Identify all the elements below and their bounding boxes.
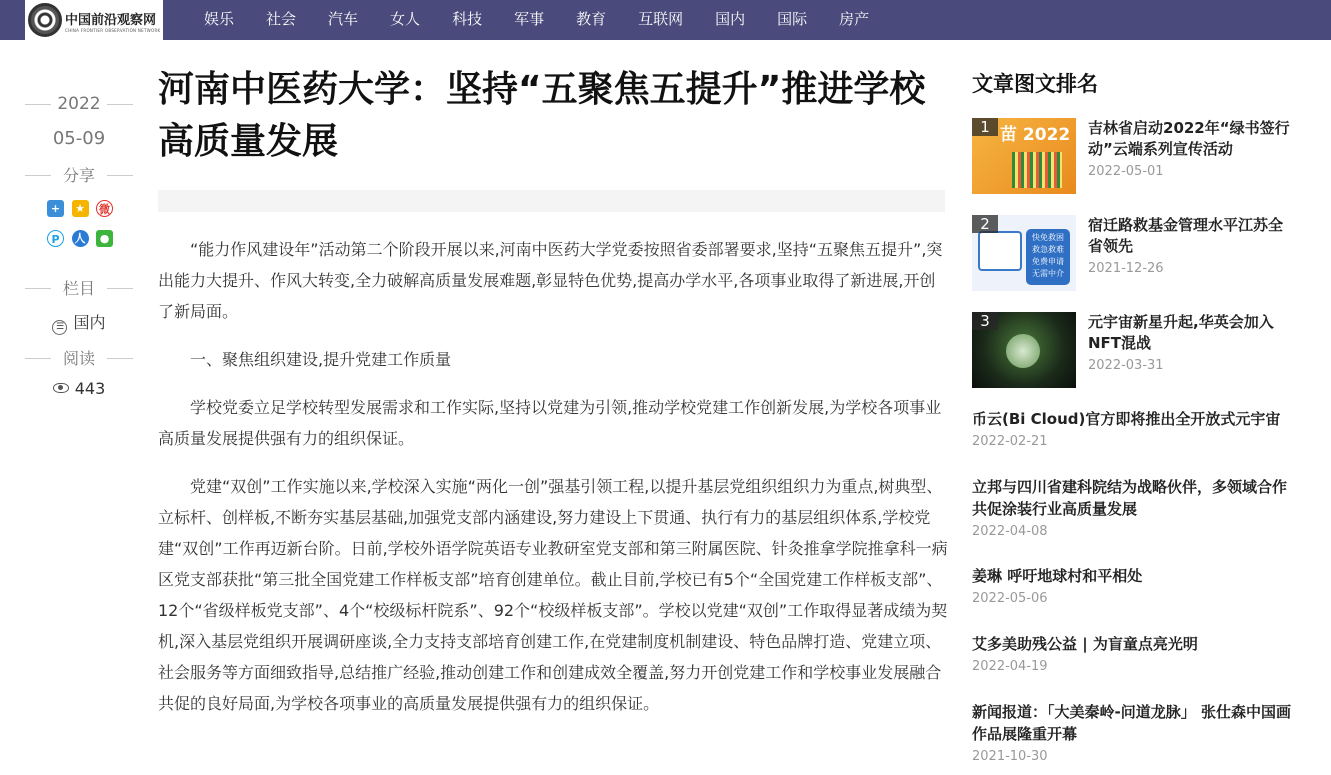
- list-item[interactable]: [972, 408, 1292, 449]
- nav-item[interactable]: 国际: [777, 10, 808, 28]
- rank-badge: 3: [972, 312, 998, 330]
- list-item-date: 2022-04-08: [972, 524, 1048, 539]
- nav-item[interactable]: 互联网: [638, 10, 684, 28]
- main-nav: [188, 0, 885, 40]
- nav-item[interactable]: 国内: [715, 10, 746, 28]
- read-count-value: 443: [74, 379, 106, 398]
- plus-icon[interactable]: +: [47, 200, 64, 217]
- column-name[interactable]: 国内: [73, 313, 106, 332]
- list-item[interactable]: [972, 476, 1292, 539]
- nav-item[interactable]: 汽车: [328, 10, 359, 28]
- list-item-date: 2022-02-21: [972, 434, 1048, 449]
- nav-item[interactable]: 军事: [514, 10, 545, 28]
- nav-item[interactable]: 房产: [839, 10, 870, 28]
- read-count: [25, 379, 133, 398]
- ranked-item[interactable]: [972, 118, 1292, 194]
- list-item-title[interactable]: 艾多美助残公益 | 为盲童点亮光明: [972, 635, 1198, 653]
- book-graphic: [1012, 152, 1062, 188]
- share-label: 分享: [25, 163, 133, 186]
- logo-text: 中国前沿观察网: [65, 13, 157, 28]
- article-paragraph: 一、聚焦组织建设,提升党建工作质量: [190, 350, 452, 369]
- list-item[interactable]: [972, 565, 1292, 606]
- article-paragraph: “能力作风建设年”活动第二个阶段开展以来,河南中医药大学党委按照省委部署要求,坚持“五聚焦五提升”,突出能力大提升、作风大转变,全力破解高质量发展难题,彰显特色优势,提高办学水平,各项事业取得了新进展,开创了新局面。: [158, 240, 943, 321]
- rank-badge: 1: [972, 118, 998, 136]
- top-nav-bar: [0, 0, 1331, 40]
- ranked-date: 2022-05-01: [1088, 164, 1164, 179]
- thumb-card-graphic: [978, 231, 1022, 271]
- list-item[interactable]: [972, 633, 1292, 674]
- article-title: 河南中医药大学：坚持“五聚焦五提升”推进学校高质量发展: [158, 69, 926, 162]
- ranked-date: 2021-12-26: [1088, 261, 1164, 276]
- list-item-title[interactable]: 立邦与四川省建科院结为战略伙伴，多领域合作共促涂装行业高质量发展: [972, 478, 1288, 518]
- nav-item[interactable]: 娱乐: [204, 10, 235, 28]
- thumb-caption: 苗 2022: [1000, 125, 1071, 145]
- coin-graphic: [1006, 334, 1040, 368]
- article-body: [158, 234, 948, 736]
- eye-icon: [53, 383, 69, 393]
- share-icons-row-2: [47, 230, 113, 247]
- ranked-item[interactable]: [972, 312, 1292, 388]
- list-item-title[interactable]: 新闻报道：「大美秦岭-问道龙脉」 张仕森中国画作品展隆重开幕: [972, 703, 1291, 743]
- column-label: 栏目: [25, 276, 133, 299]
- ranked-title[interactable]: 宿迁路救基金管理水平江苏全省领先: [1088, 216, 1284, 255]
- article-divider-bar: [158, 190, 945, 212]
- sidebar-title: 文章图文排名: [972, 72, 1098, 96]
- list-item-date: 2022-04-19: [972, 659, 1048, 674]
- read-label: 阅读: [25, 346, 133, 369]
- list-item-date: 2022-05-06: [972, 591, 1048, 606]
- pinterest-icon[interactable]: P: [47, 230, 64, 247]
- rank-badge: 2: [972, 215, 998, 233]
- list-item-title[interactable]: 姜琳 呼吁地球村和平相处: [972, 567, 1143, 585]
- column-value[interactable]: [25, 310, 133, 335]
- share-icons-row-1: [47, 200, 113, 217]
- article-paragraph: 党建“双创”工作实施以来,学校深入实施“两化一创”强基引领工程,以提升基层党组织组织力为重点,树典型、立标杆、创样板,不断夯实基层基础,加强党支部内涵建设,努力建设上下贯通、执行有力的基层组织体系,学校党建“双创”工作再迈新台阶。日前,学校外语学院英语专业教研室党支部和第三附属医院、针灸推拿学院推拿科一病区党支部获批“第三批全国党建工作样板支部”培育创建单位。截止目前,学校已有5个“全国党建工作样板支部”、12个“省级样板党支部”、4个“校级标杆院系”、92个“校级样板支部”。学校以党建“双创”工作取得显著成绩为契机,深入基层党组织开展调研座谈,全力支持支部培育创建工作,在党建制度机制建设、特色品牌打造、党建立项、社会服务等方面细致指导,总结推广经验,推动创建工作和创建成效全覆盖,努力开创党建工作和学校事业发展融合共促的良好局面,为学校各项事业的高质量发展提供强有力的组织保证。: [158, 477, 948, 713]
- publish-date: 05-09: [52, 128, 106, 149]
- nav-item[interactable]: 教育: [576, 10, 607, 28]
- ranked-item[interactable]: [972, 215, 1292, 291]
- star-icon[interactable]: ★: [72, 200, 89, 217]
- wechat-icon[interactable]: ●: [96, 230, 113, 247]
- list-item-date: 2021-10-30: [972, 749, 1048, 764]
- nav-item[interactable]: 科技: [452, 10, 483, 28]
- logo-emblem-icon: [28, 3, 62, 37]
- list-item[interactable]: [972, 701, 1292, 764]
- list-item-title[interactable]: 币云(Bi Cloud)官方即将推出全开放式元宇宙: [972, 410, 1281, 428]
- nav-item[interactable]: 女人: [390, 10, 421, 28]
- ranked-date: 2022-03-31: [1088, 358, 1164, 373]
- weibo-icon[interactable]: 微: [96, 200, 113, 217]
- publish-year: 2022: [25, 94, 133, 114]
- sidebar-ranking: [972, 68, 1292, 764]
- nav-item[interactable]: 社会: [266, 10, 297, 28]
- thumb-caption: 快免救困 救急救难 免费申请 无需中介: [1026, 229, 1070, 285]
- ranked-title[interactable]: 元宇宙新星升起,华英会加入NFT混战: [1088, 313, 1274, 352]
- site-logo[interactable]: [25, 0, 163, 40]
- logo-subtext: CHINA FRONTIER OBSERVATION NETWORK: [65, 28, 161, 33]
- article-paragraph: 学校党委立足学校转型发展需求和工作实际,坚持以党建为引领,推动学校党建工作创新发展,为学校各项事业高质量发展提供强有力的组织保证。: [158, 398, 942, 448]
- list-icon: ☰: [52, 320, 67, 335]
- ranked-title[interactable]: 吉林省启动2022年“绿书签行动”云端系列宣传活动: [1088, 119, 1290, 158]
- people-icon[interactable]: 人: [72, 230, 89, 247]
